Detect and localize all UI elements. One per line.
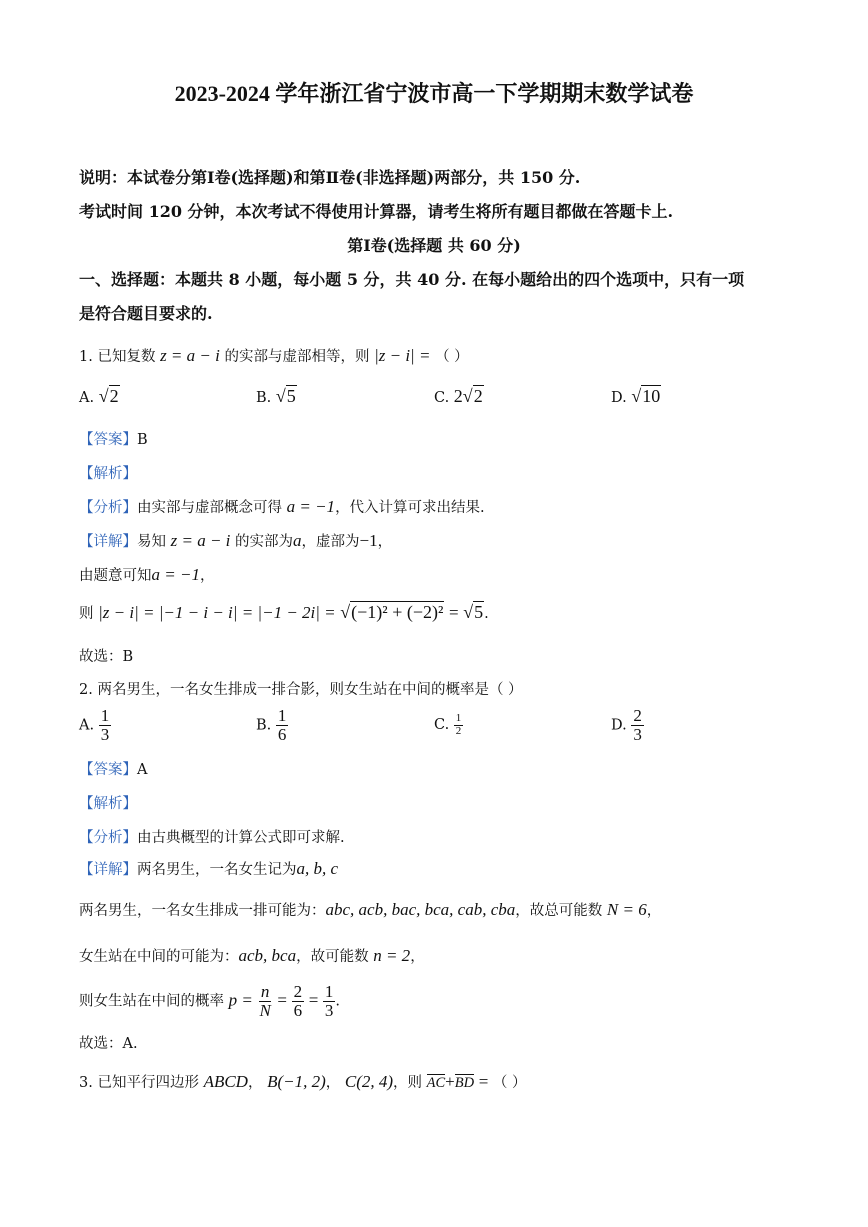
detail-text: 易知: [137, 534, 166, 550]
option-label: B.: [256, 390, 272, 406]
sqrt-expression: √(−1)² + (−2)²: [340, 602, 444, 622]
exam-title: 2023-2024 学年浙江省宁波市高一下学期期末数学试卷: [174, 81, 694, 106]
answer-line: [79, 758, 147, 779]
detail-text: 两名男生，一名女生排成一排可能为：: [79, 903, 326, 919]
math-expression: n = 2: [373, 946, 411, 965]
option-b: [256, 386, 297, 407]
answer-tag: 【答案】: [79, 762, 137, 778]
condition-line: [79, 564, 214, 585]
fraction: $\frac{2}{6}$: [293, 982, 303, 1020]
option-label: A.: [79, 717, 95, 734]
option-a: [79, 386, 120, 407]
math-expression: a = −1: [151, 565, 200, 584]
fenxi-tag: 【分析】: [79, 500, 137, 516]
analysis-tag: 【解析】: [79, 796, 137, 812]
option-c: [434, 713, 463, 737]
fraction: $\frac{2}{3}$: [633, 706, 642, 744]
math-expression: a = −1: [286, 497, 336, 516]
detail-text: 女生站在中间的可能为：: [79, 949, 239, 965]
math-expression: C(2, 4): [344, 1072, 394, 1091]
sqrt-expression: √5: [463, 602, 484, 622]
sqrt-expression: √5: [275, 386, 296, 406]
analysis-tag: 【解析】: [79, 466, 137, 482]
question-text: ，则: [393, 1075, 423, 1091]
question-text: 已知平行四边形: [97, 1075, 199, 1091]
math-expression: B(−1, 2): [267, 1072, 326, 1091]
math-expression: =: [449, 603, 459, 622]
favourable-line: [79, 945, 425, 966]
math-expression: ABCD: [203, 1072, 248, 1091]
math-expression: acb, bca: [238, 946, 297, 965]
question-text: 已知复数: [97, 349, 156, 365]
detail-tag: 【详解】: [79, 534, 137, 550]
answer-paren: （ ）: [435, 349, 469, 365]
sqrt-expression: √2: [98, 386, 119, 406]
detail-text: .: [484, 606, 489, 622]
analysis-line: [79, 826, 345, 847]
analysis-text: ，代入计算可求出结果.: [335, 500, 485, 516]
question-number: 1.: [79, 349, 93, 365]
detail-text: 则: [79, 606, 94, 622]
detail-line: [79, 858, 338, 879]
math-expression: abc, acb, bac, bca, cab, cba: [325, 900, 516, 919]
detail-text: ，: [199, 568, 215, 584]
fenxi-tag: 【分析】: [79, 830, 137, 846]
option-d: [611, 386, 661, 407]
math-expression: z = a − i: [160, 346, 220, 365]
option-c: [434, 386, 484, 407]
detail-text: ，虚部为: [301, 534, 360, 550]
math-expression: z = a − i: [170, 531, 231, 550]
option-label: A.: [79, 390, 95, 406]
math-expression: =: [308, 990, 319, 1010]
conclusion-line: 故选：A.: [79, 1036, 138, 1052]
detail-text: 由题意可知: [79, 568, 152, 584]
question-1-stem: [79, 345, 469, 366]
answer-line: [79, 428, 148, 449]
question-2-stem: [79, 678, 523, 699]
math-expression: |z − i| =: [374, 346, 431, 365]
detail-text: ，: [377, 534, 393, 550]
answer-value: A: [137, 762, 148, 778]
fraction: $\frac{1}{2}$: [455, 712, 462, 737]
question-number: 2.: [79, 682, 93, 698]
fraction: $\frac{1}{3}$: [324, 982, 334, 1020]
math-expression: +: [445, 1072, 455, 1091]
option-label: D.: [611, 717, 627, 734]
detail-text: ，: [646, 903, 662, 919]
detail-text: ，故可能数: [296, 949, 369, 965]
question-number: 3.: [79, 1075, 93, 1091]
sqrt-expression: √10: [631, 386, 661, 406]
math-expression: a, b, c: [296, 859, 339, 878]
math-expression: −1: [359, 531, 378, 550]
answer-paren: （ ）: [492, 1075, 527, 1091]
math-expression: |z − i| = |−1 − i − i| = |−1 − 2i| =: [98, 603, 336, 622]
detail-tag: 【详解】: [79, 862, 137, 878]
sqrt-expression: 2√2: [453, 386, 483, 406]
question-text: ，: [325, 1075, 341, 1091]
detail-text: .: [335, 993, 341, 1010]
section-header: 第Ⅰ卷(选择题 共 60 分): [347, 236, 521, 255]
question-text: 两名男生，一名女生排成一排合影，则女生站在中间的概率是（ ）: [97, 682, 523, 698]
question-3-stem: [79, 1071, 527, 1092]
option-label: B.: [256, 717, 272, 734]
math-expression: =: [478, 1072, 489, 1091]
fraction: $\frac{1}{6}$: [277, 706, 287, 744]
detail-text: 则女生站在中间的概率: [79, 993, 224, 1010]
probability-line: [79, 983, 340, 1020]
detail-line: [79, 530, 392, 551]
option-a: [79, 707, 111, 744]
fraction: $\frac{n}{N}$: [259, 982, 271, 1020]
analysis-text: 由古典概型的计算公式即可求解.: [137, 830, 345, 846]
section-instruction-1: 一、选择题：本题共 8 小题，每小题 5 分，共 40 分. 在每小题给出的四个选项中，只有一项: [79, 270, 745, 289]
detail-text: 的实部为: [235, 534, 294, 550]
answer-tag: 【答案】: [79, 432, 137, 448]
question-text: ，: [247, 1075, 263, 1091]
math-expression: a: [293, 531, 302, 550]
analysis-text: 由实部与虚部概念可得: [137, 500, 282, 516]
conclusion-line: 故选：B: [79, 649, 134, 665]
option-label: C.: [434, 717, 450, 734]
detail-text: 两名男生，一名女生记为: [137, 862, 297, 878]
option-d: [611, 707, 644, 744]
option-b: [256, 707, 288, 744]
instructions-line-1: 说明：本试卷分第Ⅰ卷(选择题)和第Ⅱ卷(非选择题)两部分，共 150 分.: [79, 168, 581, 187]
fraction: $\frac{1}{3}$: [100, 706, 110, 744]
math-expression: p =: [228, 990, 253, 1010]
vector-ac: AC: [426, 1075, 446, 1091]
option-label: D.: [611, 390, 627, 406]
question-text: 的实部与虚部相等，则: [224, 349, 370, 365]
detail-text: ，: [410, 949, 425, 965]
option-label: C.: [434, 390, 450, 406]
vector-bd: BD: [454, 1075, 475, 1091]
detail-text: ，故总可能数: [515, 903, 603, 919]
answer-value: B: [137, 432, 148, 448]
instructions-line-2: 考试时间 120 分钟，本次考试不得使用计算器，请考生将所有题目都做在答题卡上.: [79, 202, 674, 221]
math-expression: =: [277, 990, 287, 1010]
math-expression: N = 6: [606, 900, 647, 919]
analysis-line: [79, 496, 485, 517]
permutation-line: [79, 899, 661, 920]
section-instruction-2: 是符合题目要求的.: [79, 304, 213, 323]
calculation-line: [79, 602, 489, 623]
